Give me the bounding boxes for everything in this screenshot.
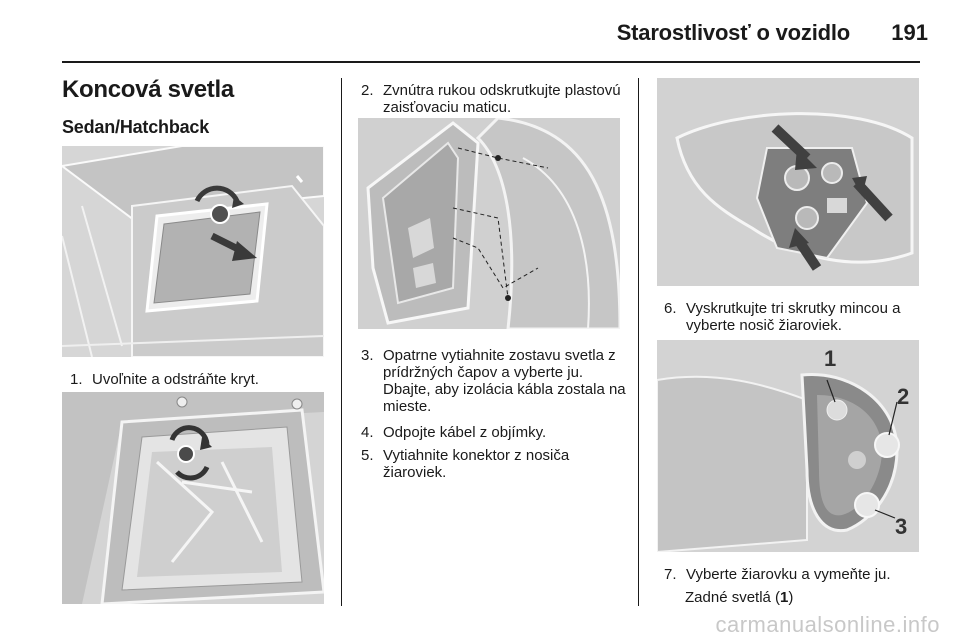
step-text: Zvnútra rukou odskrutkujte plastovú zaisťovaciu maticu. xyxy=(383,82,621,116)
step-text: Vyskrutkujte tri skrutky mincou a vyberte nosič žiaroviek. xyxy=(686,300,901,334)
step-number: 5. xyxy=(361,447,374,464)
figure-lamp-assembly xyxy=(358,118,620,329)
watermark: carmanualsonline.info xyxy=(715,612,940,637)
figure-lamp-nut xyxy=(62,392,324,604)
step-2 xyxy=(361,82,626,116)
step-6 xyxy=(664,300,934,334)
callout-2: 2 xyxy=(897,384,910,409)
header-title: Starostlivosť o vozidlo xyxy=(616,20,850,45)
step-number: 4. xyxy=(361,424,374,441)
page-number: 191 xyxy=(891,20,928,45)
rear-lights-label xyxy=(685,589,793,606)
step-text: Uvoľnite a odstráňte kryt. xyxy=(92,371,259,388)
rear-lights-suffix: ) xyxy=(788,589,794,606)
column-divider-1 xyxy=(341,78,342,606)
figure-bulbs-numbered xyxy=(657,340,919,552)
step-number: 1. xyxy=(70,371,83,388)
step-number: 2. xyxy=(361,82,374,99)
step-3 xyxy=(361,347,631,415)
step-text: Odpojte kábel z objímky. xyxy=(383,424,547,441)
step-text: Opatrne vytiahnite zostavu svetla z prídržných čapov a vyberte ju. Dbajte, aby izolácia kábla zostala na mieste. xyxy=(383,347,626,415)
section-title: Koncová svetla xyxy=(62,76,234,103)
figure-bulb-carrier-screws xyxy=(657,78,919,286)
column-divider-2 xyxy=(638,78,639,606)
step-number: 6. xyxy=(664,300,677,317)
step-number: 7. xyxy=(664,566,677,583)
rear-lights-ref: 1 xyxy=(780,589,789,606)
step-1 xyxy=(70,371,340,388)
callout-1: 1 xyxy=(824,346,837,371)
section-subtitle: Sedan/Hatchback xyxy=(62,117,210,137)
step-text: Vyberte žiarovku a vymeňte ju. xyxy=(686,566,891,583)
callout-3: 3 xyxy=(895,514,908,539)
step-text: Vytiahnite konektor z nosiča žiaroviek. xyxy=(383,447,570,481)
rear-lights-prefix: Zadné svetlá ( xyxy=(685,589,781,606)
step-4 xyxy=(361,424,631,441)
step-7 xyxy=(664,566,934,583)
figure-trunk-cover xyxy=(62,146,324,357)
step-5 xyxy=(361,447,631,481)
step-number: 3. xyxy=(361,347,374,364)
header-divider xyxy=(62,61,920,63)
